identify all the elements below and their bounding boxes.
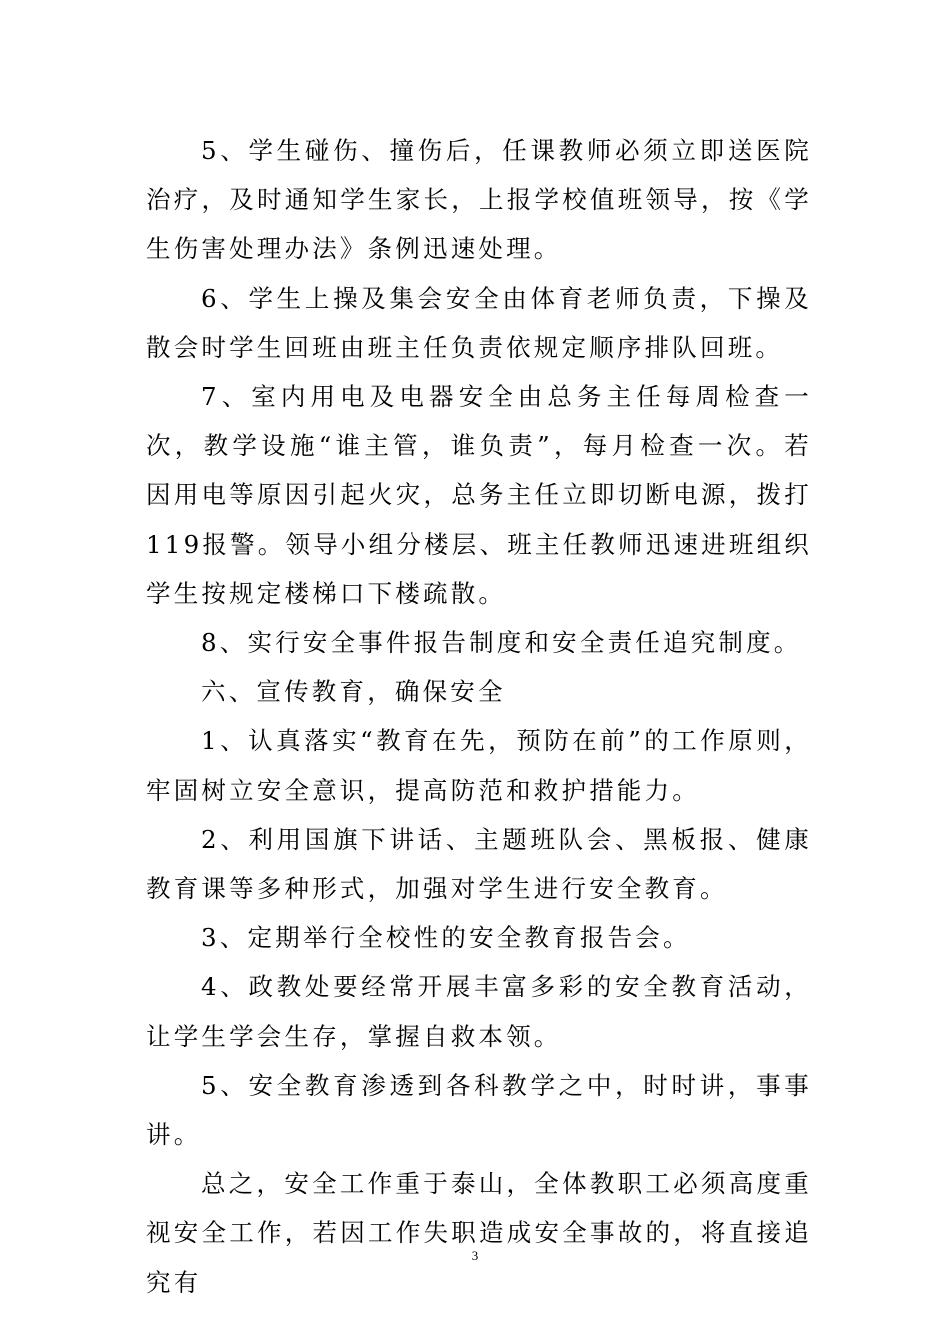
paragraph-education-subjects: 5、安全教育渗透到各科教学之中，时时讲，事事讲。	[146, 1070, 812, 1150]
section-heading-education: 六、宣传教育，确保安全	[201, 677, 506, 707]
paragraph-injury-handling: 5、学生碰伤、撞伤后，任课教师必须立即送医院治疗，及时通知学生家长，上报学校值班领导，按《学生伤害处理办法》条例迅速处理。	[146, 136, 812, 264]
paragraph-education-forms: 2、利用国旗下讲话、主题班队会、黑板报、健康教育课等多种形式，加强对学生进行安全教育。	[146, 824, 812, 904]
page-number: 3	[471, 1248, 479, 1263]
paragraph-education-principle: 1、认真落实“教育在先，预防在前”的工作原则，牢固树立安全意识，提高防范和救护措能力。	[146, 726, 812, 805]
paragraph-conclusion: 总之，安全工作重于泰山，全体教职工必须高度重视安全工作，若因工作失职造成安全事故的，将直接追究有	[146, 1169, 812, 1297]
paragraph-reporting-system: 8、实行安全事件报告制度和安全责任追究制度。	[201, 628, 802, 658]
paragraph-assembly-safety: 6、学生上操及集会安全由体育老师负责，下操及散会时学生回班由班主任负责依规定顺序排队回班。	[146, 283, 812, 362]
document-body	[146, 126, 812, 1307]
paragraph-electrical-safety: 7、室内用电及电器安全由总务主任每周检查一次，教学设施“谁主管，谁负责”，每月检查一次。若因用电等原因引起火灾，总务主任立即切断电源，拨打119报警。领导小组分楼层、班主任教师迅速进班组织学生按规定楼梯口下楼疏散。	[146, 382, 812, 608]
paragraph-education-reports: 3、定期举行全校性的安全教育报告会。	[201, 923, 691, 953]
paragraph-education-activities: 4、政教处要经常开展丰富多彩的安全教育活动，让学生学会生存，掌握自救本领。	[146, 972, 812, 1051]
